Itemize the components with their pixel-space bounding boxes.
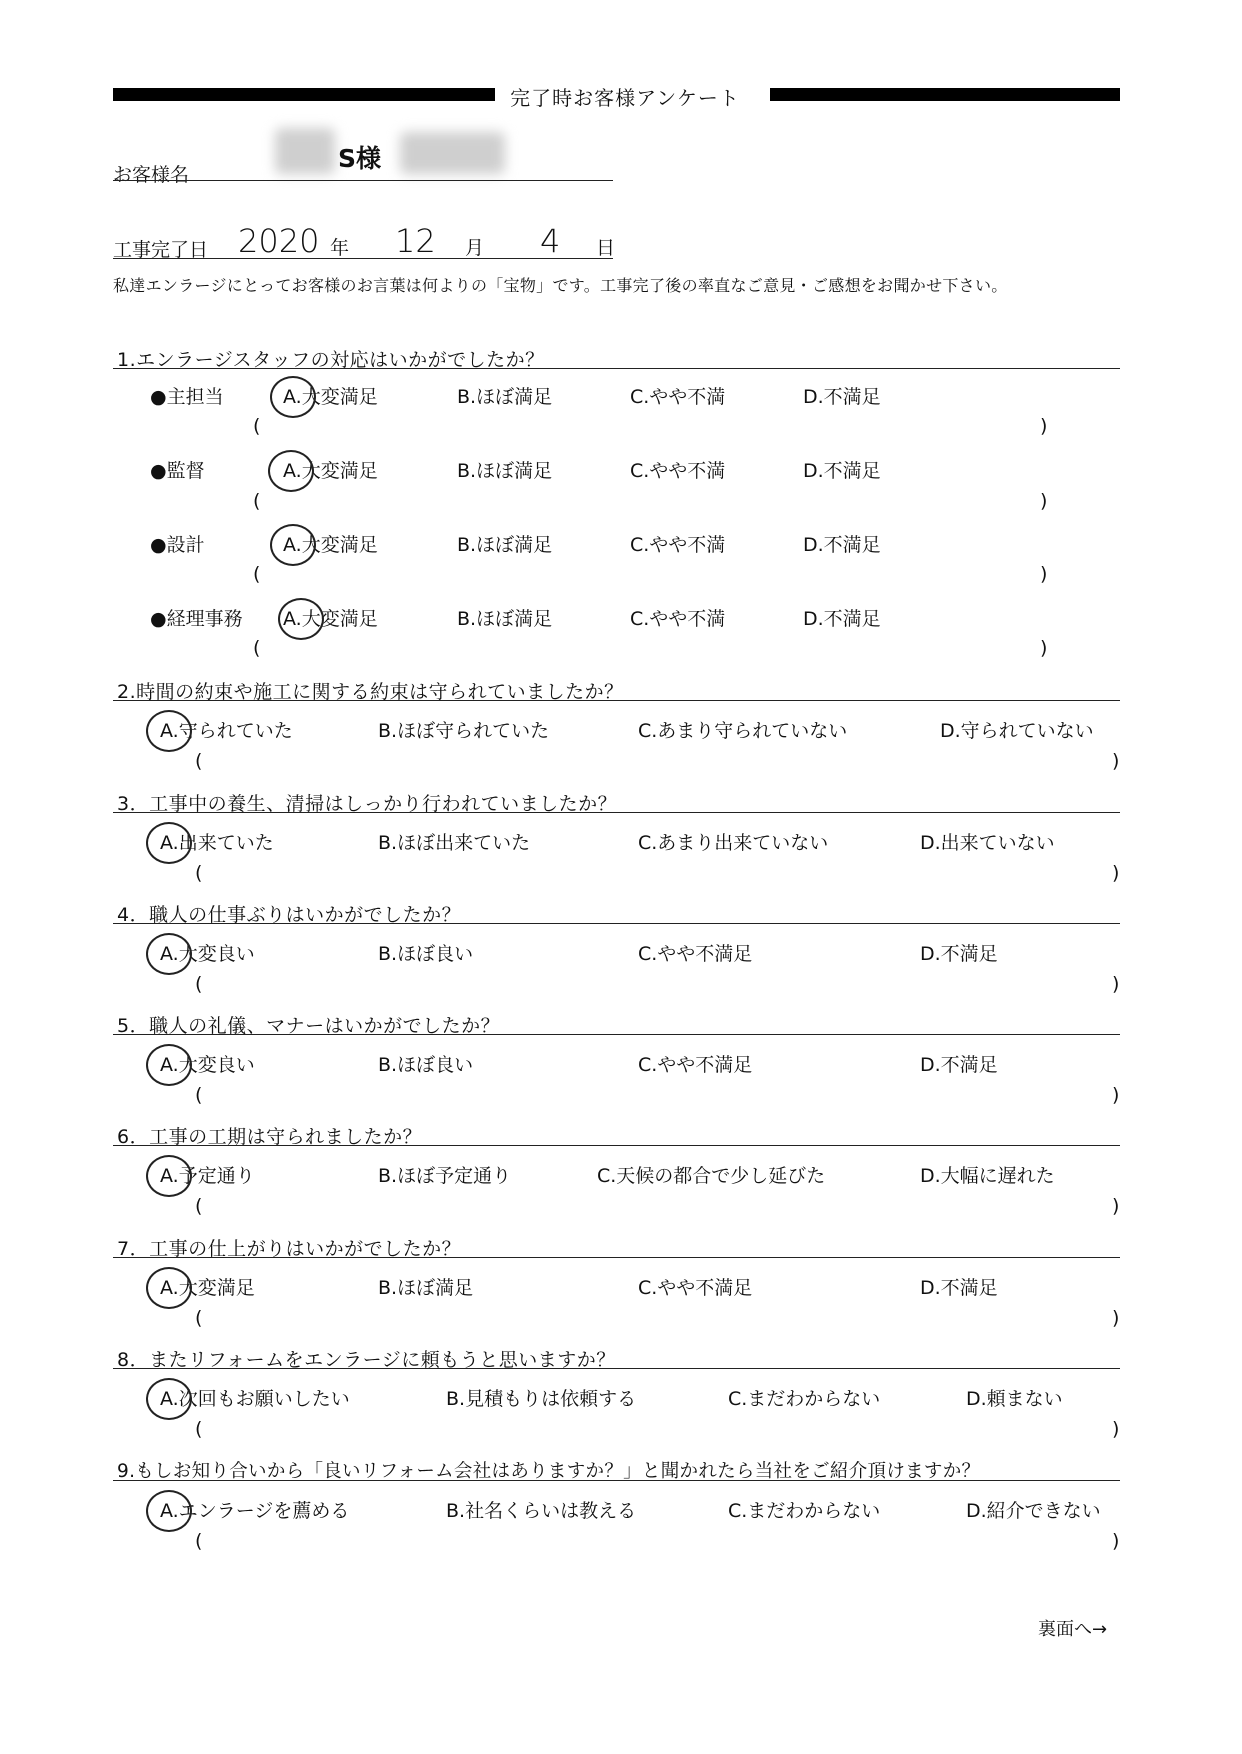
question-3-text: 3．工事中の養生、清掃はしっかり行われていましたか？ xyxy=(117,793,618,815)
q9-option-b[interactable]: B.社名くらいは教える xyxy=(446,1500,637,1522)
selection-circle xyxy=(146,822,192,864)
q1-option-d[interactable]: D.不満足 xyxy=(803,534,881,556)
completion-date-label: 工事完了日 xyxy=(113,239,209,261)
q1-option-c[interactable]: C.やや不満 xyxy=(630,534,726,556)
q1-option-a[interactable]: A.大変満足 xyxy=(283,608,378,630)
selection-circle xyxy=(146,1155,192,1197)
comment-paren-close: ) xyxy=(1112,1418,1120,1440)
q1-option-a[interactable]: A.大変満足 xyxy=(283,534,378,556)
comment-paren-close: ) xyxy=(1040,415,1048,437)
q8-option-a[interactable]: A.次回もお願いしたい xyxy=(160,1388,350,1410)
comment-paren-open: ( xyxy=(195,1530,203,1552)
selection-circle xyxy=(146,710,192,752)
completion-day: 4 xyxy=(540,222,561,260)
comment-paren-open: ( xyxy=(195,1307,203,1329)
selection-circle xyxy=(278,598,324,640)
q4-option-d[interactable]: D.不満足 xyxy=(920,943,998,965)
question-4-underline xyxy=(113,923,1120,924)
q3-option-d[interactable]: D.出来ていない xyxy=(920,832,1055,854)
q6-option-a[interactable]: A.予定通り xyxy=(160,1165,255,1187)
question-6-text: 6．工事の工期は守られましたか？ xyxy=(117,1126,423,1148)
comment-paren-close: ) xyxy=(1112,1084,1120,1106)
question-8-text: 8．またリフォームをエンラージに頼もうと思いますか？ xyxy=(117,1349,616,1371)
q1-row-label: ●主担当 xyxy=(150,386,224,408)
selection-circle xyxy=(146,1490,192,1532)
redacted-name-left xyxy=(275,128,335,174)
month-unit: 月 xyxy=(465,237,485,259)
q1-row-label: ●経理事務 xyxy=(150,608,243,630)
question-7-text: 7．工事の仕上がりはいかがでしたか？ xyxy=(117,1238,462,1260)
q9-option-c[interactable]: C.まだわからない xyxy=(728,1500,881,1522)
question-2-underline xyxy=(113,700,1120,701)
selection-circle xyxy=(268,450,314,492)
q6-option-c[interactable]: C.天候の都合で少し延びた xyxy=(597,1165,826,1187)
customer-name: S様 xyxy=(338,144,382,173)
next-page-note: 裏面へ→ xyxy=(1038,1619,1108,1640)
q1-option-b[interactable]: B.ほぼ満足 xyxy=(457,534,553,556)
q9-option-d[interactable]: D.紹介できない xyxy=(966,1500,1101,1522)
q1-option-b[interactable]: B.ほぼ満足 xyxy=(457,608,553,630)
q7-option-b[interactable]: B.ほぼ満足 xyxy=(378,1277,474,1299)
header-bar-left xyxy=(113,88,495,101)
comment-paren-open: ( xyxy=(195,750,203,772)
selection-circle xyxy=(146,1267,192,1309)
q7-option-d[interactable]: D.不満足 xyxy=(920,1277,998,1299)
question-4-text: 4．職人の仕事ぶりはいかがでしたか？ xyxy=(117,904,462,926)
redacted-name-right xyxy=(400,132,505,174)
question-2-text: 2.時間の約束や施工に関する約束は守られていましたか？ xyxy=(117,681,624,703)
comment-paren-close: ) xyxy=(1112,973,1120,995)
q1-option-a[interactable]: A.大変満足 xyxy=(283,386,378,408)
question-9-underline xyxy=(113,1480,1120,1481)
question-9-text: 9.もしお知り合いから「良いリフォーム会社はありますか？」と聞かれたら当社をご紹介頂けますか？ xyxy=(117,1461,981,1482)
q7-option-c[interactable]: C.やや不満足 xyxy=(638,1277,753,1299)
question-5-text: 5．職人の礼儀、マナーはいかがでしたか？ xyxy=(117,1015,501,1037)
day-unit: 日 xyxy=(596,237,616,259)
q5-option-b[interactable]: B.ほぼ良い xyxy=(378,1054,474,1076)
q5-option-d[interactable]: D.不満足 xyxy=(920,1054,998,1076)
q4-option-a[interactable]: A.大変良い xyxy=(160,943,255,965)
q3-option-b[interactable]: B.ほぼ出来ていた xyxy=(378,832,531,854)
q6-option-d[interactable]: D.大幅に遅れた xyxy=(920,1165,1055,1187)
q5-option-c[interactable]: C.やや不満足 xyxy=(638,1054,753,1076)
comment-paren-close: ) xyxy=(1112,862,1120,884)
question-3-underline xyxy=(113,812,1120,813)
question-5-underline xyxy=(113,1034,1120,1035)
comment-paren-open: ( xyxy=(253,637,261,659)
q2-option-b[interactable]: B.ほぼ守られていた xyxy=(378,720,550,742)
q1-option-d[interactable]: D.不満足 xyxy=(803,386,881,408)
comment-paren-close: ) xyxy=(1040,637,1048,659)
selection-circle xyxy=(146,933,192,975)
comment-paren-open: ( xyxy=(195,1084,203,1106)
q1-row-label: ●設計 xyxy=(150,534,205,556)
q1-option-c[interactable]: C.やや不満 xyxy=(630,386,726,408)
q1-row-label: ●監督 xyxy=(150,460,205,482)
selection-circle xyxy=(270,524,316,566)
q1-option-c[interactable]: C.やや不満 xyxy=(630,608,726,630)
q2-option-d[interactable]: D.守られていない xyxy=(940,720,1094,742)
q3-option-c[interactable]: C.あまり出来ていない xyxy=(638,832,829,854)
q4-option-c[interactable]: C.やや不満足 xyxy=(638,943,753,965)
q2-option-c[interactable]: C.あまり守られていない xyxy=(638,720,848,742)
q1-option-a[interactable]: A.大変満足 xyxy=(283,460,378,482)
q1-option-d[interactable]: D.不満足 xyxy=(803,608,881,630)
completion-year: 2020 xyxy=(238,222,320,260)
q9-option-a[interactable]: A.エンラージを薦める xyxy=(160,1500,350,1522)
customer-name-underline xyxy=(113,180,613,181)
completion-month: 12 xyxy=(395,222,436,260)
comment-paren-close: ) xyxy=(1112,1530,1120,1552)
comment-paren-open: ( xyxy=(253,415,261,437)
comment-paren-close: ) xyxy=(1112,1307,1120,1329)
year-unit: 年 xyxy=(330,237,350,259)
comment-paren-close: ) xyxy=(1040,490,1048,512)
q1-option-c[interactable]: C.やや不満 xyxy=(630,460,726,482)
completion-date-underline xyxy=(113,258,613,259)
comment-paren-close: ) xyxy=(1112,1195,1120,1217)
comment-paren-open: ( xyxy=(195,973,203,995)
selection-circle xyxy=(146,1378,192,1420)
question-1-underline xyxy=(113,368,1120,369)
q7-option-a[interactable]: A.大変満足 xyxy=(160,1277,255,1299)
comment-paren-open: ( xyxy=(195,862,203,884)
q5-option-a[interactable]: A.大変良い xyxy=(160,1054,255,1076)
customer-name-label: お客様名 xyxy=(113,164,190,186)
comment-paren-open: ( xyxy=(253,563,261,585)
q8-option-d[interactable]: D.頼まない xyxy=(966,1388,1063,1410)
q6-option-b[interactable]: B.ほぼ予定通り xyxy=(378,1165,512,1187)
header-bar-right xyxy=(770,88,1120,101)
selection-circle xyxy=(146,1044,192,1086)
q1-option-b[interactable]: B.ほぼ満足 xyxy=(457,460,553,482)
q1-option-d[interactable]: D.不満足 xyxy=(803,460,881,482)
q8-option-c[interactable]: C.まだわからない xyxy=(728,1388,881,1410)
q4-option-b[interactable]: B.ほぼ良い xyxy=(378,943,474,965)
page-title: 完了時お客様アンケート xyxy=(510,86,740,110)
q2-option-a[interactable]: A.守られていた xyxy=(160,720,293,742)
comment-paren-close: ) xyxy=(1040,563,1048,585)
q8-option-b[interactable]: B.見積もりは依頼する xyxy=(446,1388,637,1410)
question-1-text: 1.エンラージスタッフの対応はいかがでしたか？ xyxy=(117,349,545,371)
question-7-underline xyxy=(113,1257,1120,1258)
q1-option-b[interactable]: B.ほぼ満足 xyxy=(457,386,553,408)
comment-paren-close: ) xyxy=(1112,750,1120,772)
comment-paren-open: ( xyxy=(195,1195,203,1217)
comment-paren-open: ( xyxy=(195,1418,203,1440)
selection-circle xyxy=(270,376,316,418)
comment-paren-open: ( xyxy=(253,490,261,512)
question-6-underline xyxy=(113,1145,1120,1146)
q3-option-a[interactable]: A.出来ていた xyxy=(160,832,274,854)
intro-text: 私達エンラージにとってお客様のお言葉は何よりの「宝物」です。工事完了後の率直なご意見・ご感想をお聞かせ下さい。 xyxy=(113,276,1008,295)
question-8-underline xyxy=(113,1368,1120,1369)
